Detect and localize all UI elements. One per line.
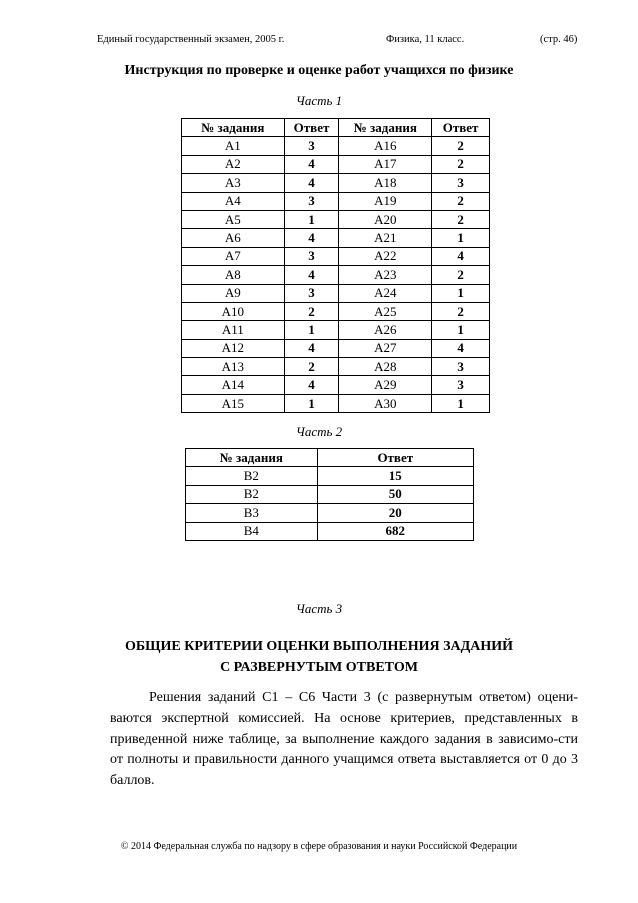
task-number-cell: А15 [182,394,285,412]
task-number-cell: А10 [182,302,285,320]
task-number-cell: В3 [186,504,318,522]
answer-cell: 1 [432,229,490,247]
part1-label: Часть 1 [295,93,343,108]
table-row [186,522,474,540]
answer-cell: 2 [432,210,490,228]
answer-cell: 1 [432,284,490,302]
table-row [182,247,490,265]
task-number-cell: А1 [182,137,285,155]
answer-cell: 4 [284,376,339,394]
answer-cell: 2 [432,302,490,320]
footer-copyright: © 2014 Федеральная служба по надзору в сфере образования и науки Российской Федерации [120,841,518,852]
answer-cell: 4 [284,339,339,357]
task-number-cell: А16 [339,137,432,155]
table-row [182,376,490,394]
answer-cell: 2 [284,358,339,376]
task-number-cell: А8 [182,266,285,284]
column-header: Ответ [317,449,473,467]
answer-cell: 1 [284,321,339,339]
answer-cell: 20 [317,504,473,522]
task-number-cell: А14 [182,376,285,394]
answer-cell: 3 [284,247,339,265]
task-number-cell: А21 [339,229,432,247]
table-row [186,504,474,522]
header-page-number: (стр. 46) [540,34,578,45]
task-number-cell: А5 [182,210,285,228]
task-number-cell: А28 [339,358,432,376]
criteria-paragraph: Решения заданий С1 – С6 Части 3 (с развернутым ответом) оцени-ваются экспертной комиссией. На основе критериев, представленных в приведенной ниже таблице, за выполнение каждого задания в зависимо-сти от полноты и правильности данного учащимся ответа выставляется от 0 до 3 баллов. [110,690,578,789]
table-row [182,394,490,412]
column-header: № задания [186,449,318,467]
answer-cell: 2 [432,137,490,155]
header-subject: Физика, 11 класс. [386,34,465,45]
answer-cell: 1 [432,321,490,339]
part2-label: Часть 2 [295,424,343,439]
column-header: Ответ [432,119,490,137]
task-number-cell: А11 [182,321,285,339]
column-header: № задания [339,119,432,137]
task-number-cell: В2 [186,485,318,503]
page-title: Инструкция по проверке и оценке работ учащихся по физике [124,63,514,78]
task-number-cell: А22 [339,247,432,265]
criteria-heading-line2: С РАЗВЕРНУТЫМ ОТВЕТОМ [220,660,418,675]
task-number-cell: А9 [182,284,285,302]
task-number-cell: А4 [182,192,285,210]
answer-cell: 4 [432,339,490,357]
header-exam-title: Единый государственный экзамен, 2005 г. [97,34,285,45]
answer-cell: 3 [432,358,490,376]
column-header: № задания [182,119,285,137]
task-number-cell: А3 [182,174,285,192]
answer-cell: 2 [284,302,339,320]
criteria-heading [0,636,638,678]
table-row [182,266,490,284]
table-row [186,485,474,503]
answer-cell: 4 [284,229,339,247]
task-number-cell: А6 [182,229,285,247]
task-number-cell: А30 [339,394,432,412]
table-row [182,137,490,155]
task-number-cell: А29 [339,376,432,394]
answer-cell: 3 [284,137,339,155]
answer-cell: 4 [284,266,339,284]
answer-cell: 3 [432,376,490,394]
table-row [182,339,490,357]
answer-cell: 1 [284,394,339,412]
task-number-cell: А24 [339,284,432,302]
criteria-heading-line1: ОБЩИЕ КРИТЕРИИ ОЦЕНКИ ВЫПОЛНЕНИЯ ЗАДАНИЙ [124,639,514,654]
answer-cell: 3 [284,284,339,302]
table-row [182,284,490,302]
task-number-cell: А7 [182,247,285,265]
task-number-cell: А13 [182,358,285,376]
task-number-cell: В2 [186,467,318,485]
table-header-row [186,449,474,467]
answer-cell: 50 [317,485,473,503]
column-header: Ответ [284,119,339,137]
task-number-cell: А25 [339,302,432,320]
part3-label: Часть 3 [295,601,343,616]
task-number-cell: А20 [339,210,432,228]
task-number-cell: А12 [182,339,285,357]
answer-cell: 3 [284,192,339,210]
answer-cell: 682 [317,522,473,540]
answer-cell: 4 [284,155,339,173]
table-row [182,174,490,192]
table-row [182,321,490,339]
answer-cell: 2 [432,155,490,173]
table-row [182,302,490,320]
task-number-cell: А19 [339,192,432,210]
table-header-row [182,119,490,137]
task-number-cell: А2 [182,155,285,173]
task-number-cell: А17 [339,155,432,173]
answer-cell: 1 [284,210,339,228]
table-row [182,210,490,228]
table-row [186,467,474,485]
answer-cell: 4 [432,247,490,265]
part1-answer-table [181,118,490,413]
table-row [182,229,490,247]
task-number-cell: А18 [339,174,432,192]
answer-cell: 2 [432,192,490,210]
task-number-cell: А26 [339,321,432,339]
answer-cell: 15 [317,467,473,485]
task-number-cell: А27 [339,339,432,357]
part2-answer-table [185,448,474,541]
answer-cell: 2 [432,266,490,284]
answer-cell: 3 [432,174,490,192]
task-number-cell: А23 [339,266,432,284]
answer-cell: 4 [284,174,339,192]
table-row [182,358,490,376]
answer-cell: 1 [432,394,490,412]
table-row [182,192,490,210]
table-row [182,155,490,173]
task-number-cell: В4 [186,522,318,540]
